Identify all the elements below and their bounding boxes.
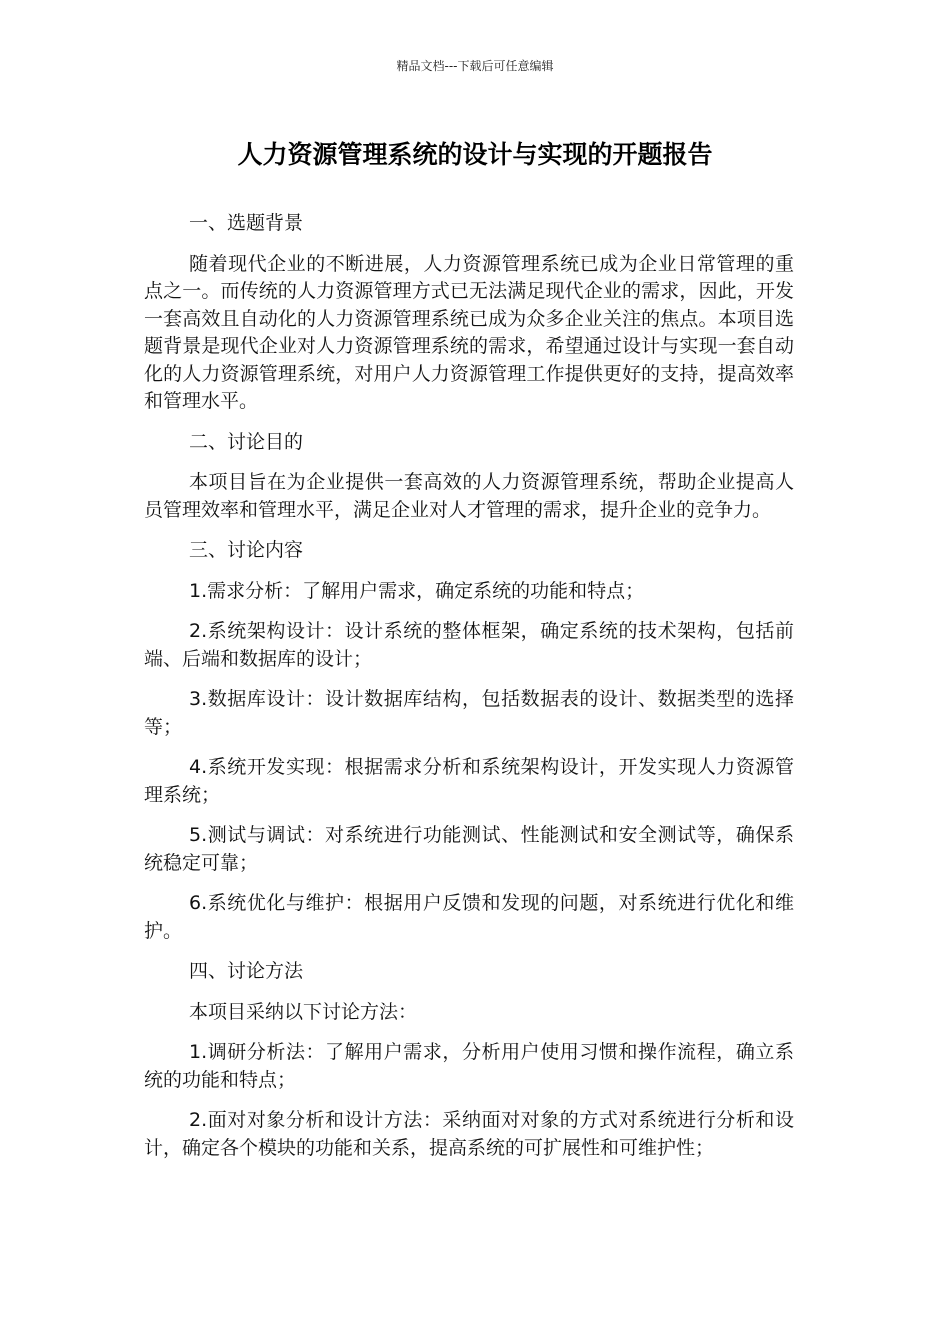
- list-item-survey-method: 1.调研分析法：了解用户需求，分析用户使用习惯和操作流程，确立系统的功能和特点；: [144, 1041, 794, 1091]
- section-heading-methods: 四、讨论方法: [189, 960, 304, 982]
- list-item-database: 3.数据库设计：设计数据库结构，包括数据表的设计、数据类型的选择等；: [144, 688, 794, 738]
- list-item-oo-method: 2.面对对象分析和设计方法：采纳面对对象的方式对系统进行分析和设计，确定各个模块的功能和关系，提高系统的可扩展性和可维护性；: [144, 1109, 794, 1159]
- section-heading-background: 一、选题背景: [189, 212, 304, 234]
- list-item-architecture: 2.系统架构设计：设计系统的整体框架，确定系统的技术架构，包括前端、后端和数据库的设计；: [144, 620, 794, 670]
- section-heading-content: 三、讨论内容: [189, 539, 304, 561]
- list-item-development: 4.系统开发实现：根据需求分析和系统架构设计，开发实现人力资源管理系统；: [144, 756, 794, 806]
- document-title: 人力资源管理系统的设计与实现的开题报告: [237, 140, 713, 169]
- paragraph-methods-intro: 本项目采纳以下讨论方法：: [189, 1000, 418, 1023]
- list-item-testing: 5.测试与调试：对系统进行功能测试、性能测试和安全测试等，确保系统稳定可靠；: [144, 824, 794, 874]
- paragraph-purpose: 本项目旨在为企业提供一套高效的人力资源管理系统，帮助企业提高人员管理效率和管理水平，满足企业对人才管理的需求，提升企业的竞争力。: [144, 471, 794, 521]
- paragraph-background: 随着现代企业的不断进展，人力资源管理系统已成为企业日常管理的重点之一。而传统的人力资源管理方式已无法满足现代企业的需求，因此，开发一套高效且自动化的人力资源管理系统已成为众多企业关注的焦点。本项目选题背景是现代企业对人力资源管理系统的需求，希望通过设计与实现一套自动化的人力资源管理系统，对用户人力资源管理工作提供更好的支持，提高效率和管理水平。: [144, 252, 794, 412]
- list-item-optimization: 6.系统优化与维护：根据用户反馈和发现的问题，对系统进行优化和维护。: [144, 892, 794, 942]
- list-item-requirements: 1.需求分析：了解用户需求，确定系统的功能和特点；: [189, 579, 645, 602]
- document-body: [144, 210, 794, 1175]
- section-heading-purpose: 二、讨论目的: [189, 430, 304, 453]
- header-note: 精品文档---下载后可任意编辑: [396, 59, 554, 73]
